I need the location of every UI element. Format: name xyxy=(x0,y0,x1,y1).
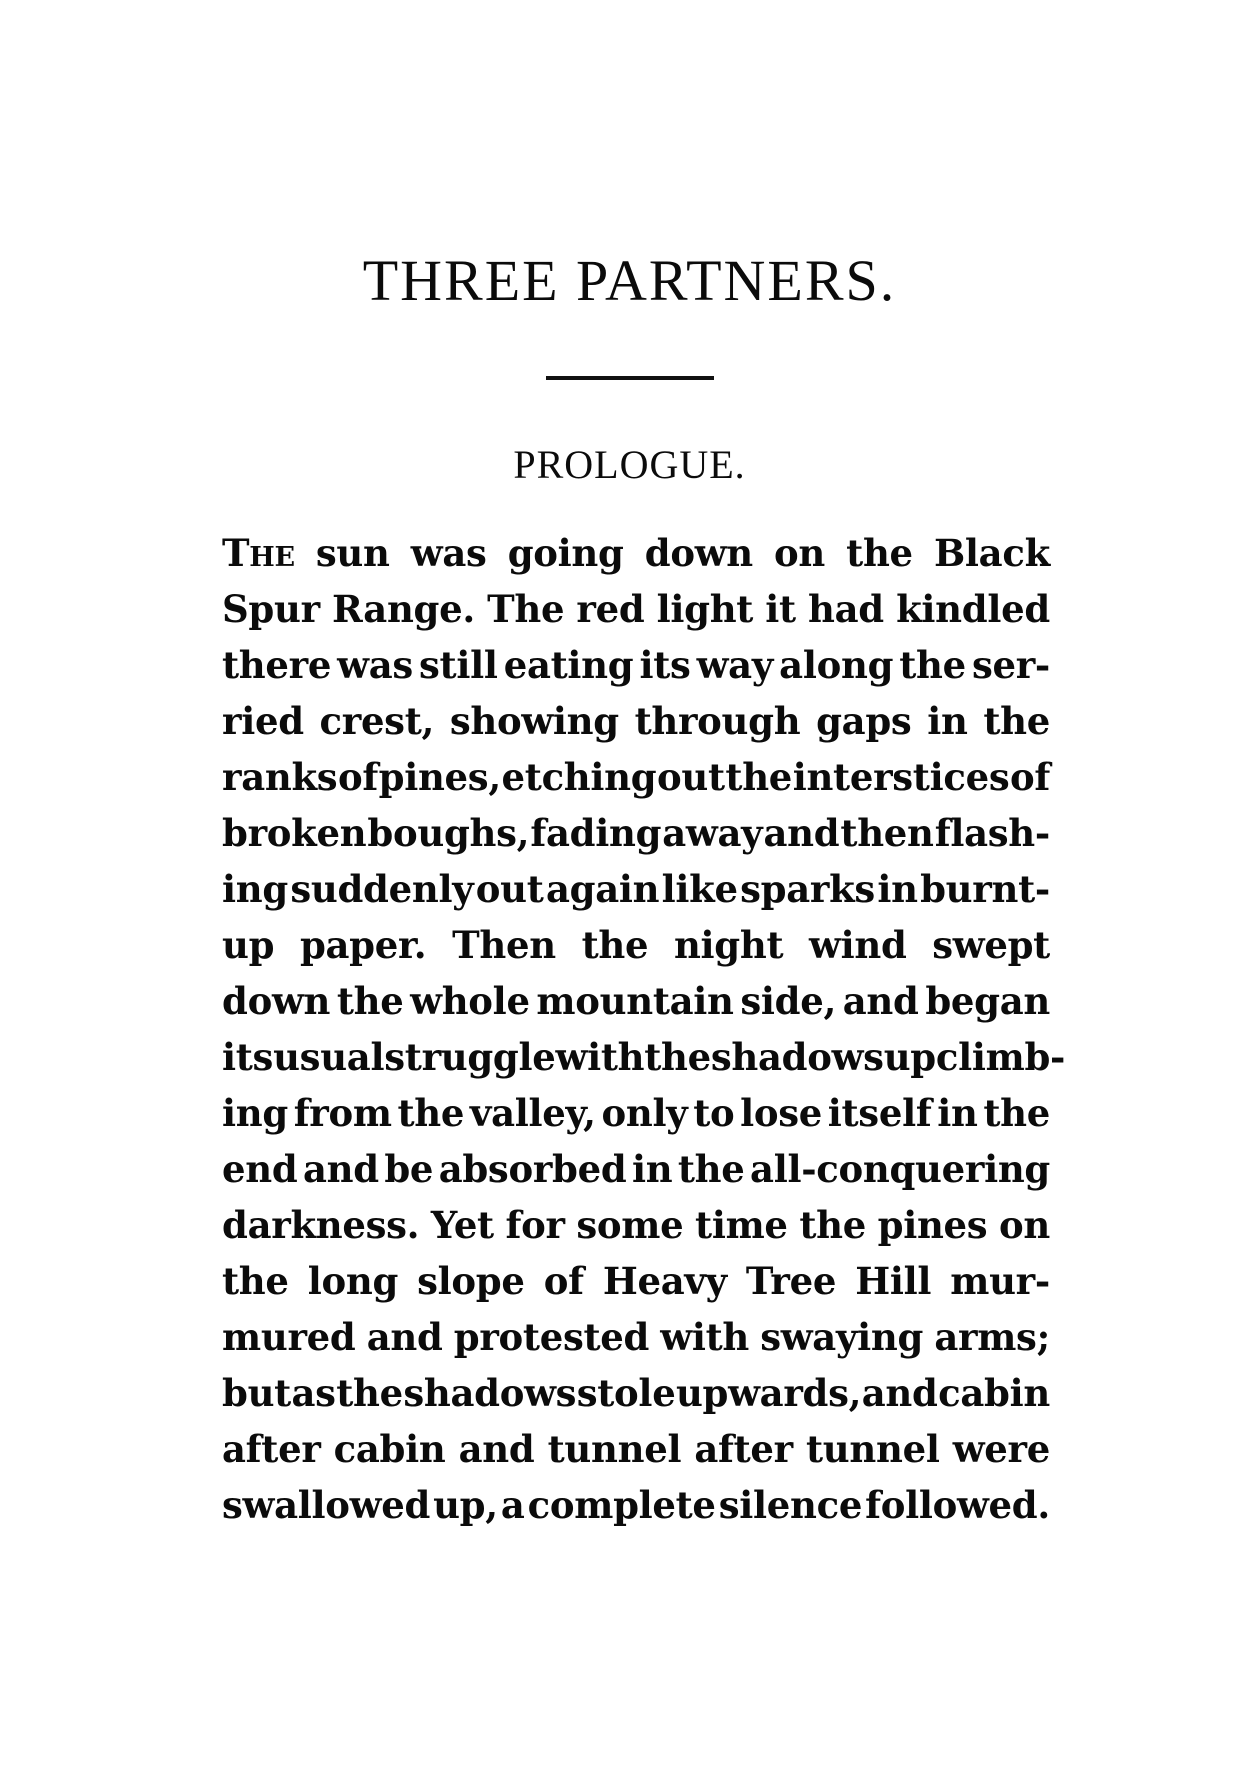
word: as xyxy=(291,1371,336,1415)
word: upwards, xyxy=(675,1371,862,1415)
word: red xyxy=(576,587,645,631)
word: its xyxy=(639,643,691,687)
word: ser- xyxy=(971,643,1050,687)
word: darkness. xyxy=(222,1203,420,1247)
word: down xyxy=(222,979,331,1023)
word: paper. xyxy=(299,923,427,967)
text-line xyxy=(222,637,1050,693)
word: swaying xyxy=(760,1315,924,1359)
word: silence xyxy=(718,1483,863,1527)
word: usual xyxy=(273,1035,385,1079)
word: itself xyxy=(827,1091,932,1135)
word: absorbed xyxy=(438,1147,627,1191)
word: there xyxy=(222,643,332,687)
word: be xyxy=(384,1147,434,1191)
word: valley, xyxy=(469,1091,596,1135)
word: light xyxy=(656,587,754,631)
word: the xyxy=(644,1035,711,1079)
word: complete xyxy=(527,1483,716,1527)
word: of xyxy=(337,755,378,799)
word: burnt- xyxy=(920,867,1050,911)
word: still xyxy=(419,643,498,687)
word: kindled xyxy=(896,587,1050,631)
word: crest, xyxy=(319,699,435,743)
word: like xyxy=(661,867,738,911)
word: Black xyxy=(933,531,1050,575)
word: broken xyxy=(222,811,367,855)
word: a xyxy=(500,1483,525,1527)
word: pines, xyxy=(378,755,501,799)
word: cabin xyxy=(938,1371,1050,1415)
word: shadows xyxy=(710,1035,884,1079)
word: the xyxy=(983,1091,1050,1135)
word: tunnel xyxy=(547,1427,682,1471)
word: flash- xyxy=(934,811,1050,855)
word: gaps xyxy=(816,699,912,743)
word: away xyxy=(662,811,763,855)
word: interstices xyxy=(792,755,1010,799)
word: the xyxy=(725,755,793,799)
word: mured xyxy=(222,1315,356,1359)
word: in xyxy=(877,867,918,911)
word: lose xyxy=(740,1091,823,1135)
word: showing xyxy=(449,699,619,743)
word: boughs, xyxy=(367,811,530,855)
word: ing xyxy=(222,1091,288,1135)
word: upclimb- xyxy=(883,1035,1066,1079)
word: tunnel xyxy=(805,1427,940,1471)
word: whole xyxy=(410,979,530,1023)
word: sparks xyxy=(740,867,875,911)
word: shadows xyxy=(403,1371,577,1415)
word: suddenly xyxy=(290,867,474,911)
text-line xyxy=(222,693,1050,749)
word: end xyxy=(222,1147,298,1191)
word: long xyxy=(307,1259,399,1303)
word: in xyxy=(927,699,968,743)
word: time xyxy=(695,1203,788,1247)
word: etching xyxy=(501,755,657,799)
word: mountain xyxy=(536,979,734,1023)
word: pines xyxy=(877,1203,988,1247)
word: the xyxy=(983,699,1050,743)
word: going xyxy=(507,531,624,575)
text-line xyxy=(222,1197,1050,1253)
word: and xyxy=(366,1315,443,1359)
word: along xyxy=(779,643,894,687)
word: fading xyxy=(530,811,662,855)
word: Hill xyxy=(855,1259,932,1303)
word: mur- xyxy=(950,1259,1050,1303)
word: again xyxy=(545,867,660,911)
word: sun xyxy=(315,531,390,575)
word: struggle xyxy=(384,1035,556,1079)
word: after xyxy=(222,1427,321,1471)
word: the xyxy=(336,979,404,1023)
word: on xyxy=(998,1203,1050,1247)
text-line xyxy=(222,749,1050,805)
word: ranks xyxy=(222,755,338,799)
word: it xyxy=(765,587,796,631)
word: the xyxy=(677,1147,745,1191)
word: and xyxy=(842,979,919,1023)
word: and xyxy=(458,1427,535,1471)
text-line xyxy=(222,1029,1066,1085)
word: night xyxy=(673,923,784,967)
word: Tree xyxy=(745,1259,837,1303)
word: and xyxy=(861,1371,938,1415)
word: up, xyxy=(433,1483,498,1527)
word: Range. xyxy=(331,587,475,631)
word: ried xyxy=(222,699,304,743)
word: eating xyxy=(503,643,634,687)
word: ing xyxy=(222,867,288,911)
text-line xyxy=(222,861,1050,917)
word: from xyxy=(293,1091,392,1135)
word: the xyxy=(899,643,966,687)
word: and xyxy=(763,811,840,855)
prologue-text xyxy=(222,525,1066,1533)
word: stole xyxy=(576,1371,676,1415)
word: had xyxy=(808,587,884,631)
word: Yet xyxy=(430,1203,494,1247)
word: protested xyxy=(453,1315,650,1359)
word: way xyxy=(696,643,774,687)
word: slope xyxy=(417,1259,525,1303)
word: wind xyxy=(809,923,907,967)
word: side, xyxy=(740,979,837,1023)
word: were xyxy=(952,1427,1050,1471)
word: followed. xyxy=(865,1483,1050,1527)
word: the xyxy=(799,1203,866,1247)
word: for xyxy=(505,1203,565,1247)
word: some xyxy=(576,1203,684,1247)
word: the xyxy=(222,1259,289,1303)
word: the xyxy=(336,1371,403,1415)
word: swallowed xyxy=(222,1483,431,1527)
opening-word: THE xyxy=(222,531,295,575)
word: and xyxy=(302,1147,379,1191)
word: Then xyxy=(452,923,556,967)
word: down xyxy=(644,531,753,575)
word: Spur xyxy=(222,587,320,631)
word: of xyxy=(1010,755,1050,799)
text-line xyxy=(222,1085,1050,1141)
word: after xyxy=(694,1427,793,1471)
word: then xyxy=(840,811,934,855)
text-line xyxy=(222,1365,1050,1421)
text-line xyxy=(222,1421,1050,1477)
word: up xyxy=(222,923,275,967)
word: with xyxy=(555,1035,645,1079)
book-title: THREE PARTNERS. xyxy=(362,248,897,313)
word: in xyxy=(631,1147,673,1191)
title-divider xyxy=(546,376,714,380)
word: on xyxy=(774,531,825,575)
text-line xyxy=(222,581,1050,637)
word: all-conquering xyxy=(750,1147,1050,1191)
text-line xyxy=(222,1253,1050,1309)
chapter-title: PROLOGUE. xyxy=(513,442,746,487)
text-line xyxy=(222,805,1050,861)
word: arms; xyxy=(934,1315,1050,1359)
word: began xyxy=(925,979,1050,1023)
word: its xyxy=(222,1035,274,1079)
word: The xyxy=(487,587,565,631)
text-line xyxy=(222,1477,1050,1533)
word: cabin xyxy=(333,1427,446,1471)
word: was xyxy=(337,643,413,687)
word: out xyxy=(656,755,725,799)
word: in xyxy=(937,1091,978,1135)
text-line xyxy=(222,917,1050,973)
word: to xyxy=(693,1091,735,1135)
word: but xyxy=(222,1371,291,1415)
word: swept xyxy=(932,923,1050,967)
text-line xyxy=(222,525,1050,581)
word: through xyxy=(634,699,801,743)
word: the xyxy=(846,531,913,575)
word: the xyxy=(581,923,649,967)
word: of xyxy=(543,1259,584,1303)
word: Heavy xyxy=(602,1259,727,1303)
text-line xyxy=(222,1309,1050,1365)
word: out xyxy=(475,867,544,911)
word: was xyxy=(410,531,487,575)
text-line xyxy=(222,973,1050,1029)
word: only xyxy=(601,1091,688,1135)
word: with xyxy=(660,1315,749,1359)
text-line xyxy=(222,1141,1050,1197)
word: the xyxy=(397,1091,465,1135)
